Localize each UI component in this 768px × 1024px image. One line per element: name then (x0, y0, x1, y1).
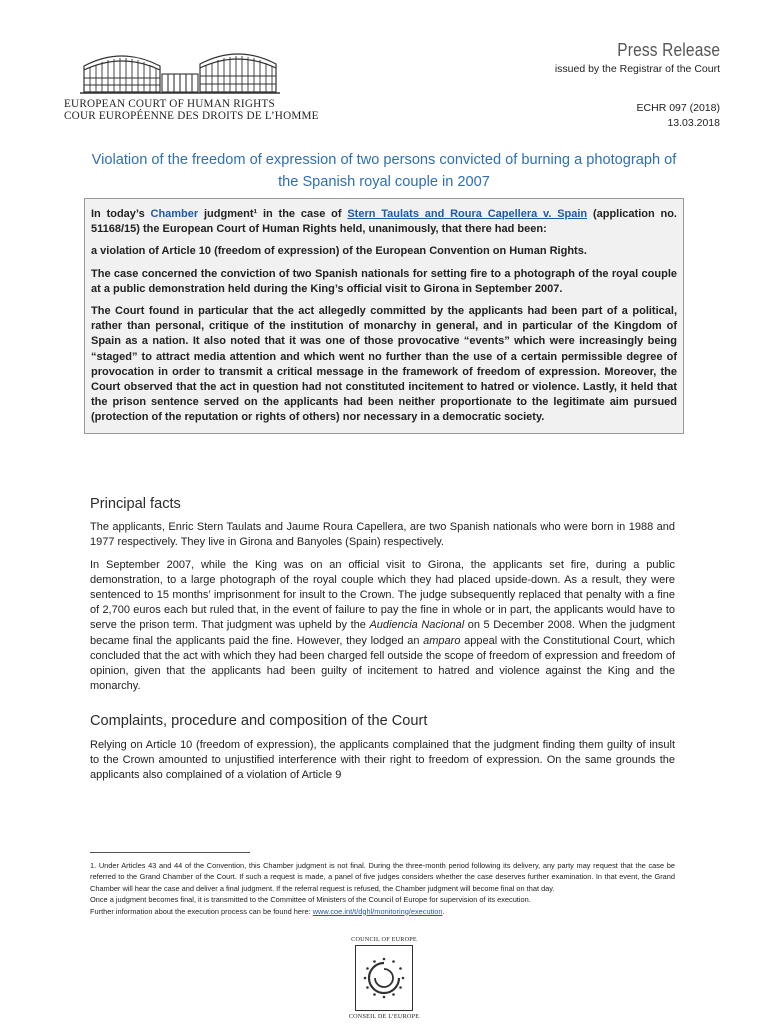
court-building-icon (80, 44, 280, 96)
case-link[interactable]: Stern Taulats and Roura Capellera v. Spain (347, 208, 588, 220)
footnote-divider (90, 852, 250, 853)
complaints-heading: Complaints, procedure and composition of the Court (90, 713, 428, 730)
footnote (90, 860, 675, 917)
coe-name-fr: CONSEIL DE L’EUROPE (348, 1013, 420, 1020)
facts-paragraph: The applicants, Enric Stern Taulats and Jaume Roura Capellera, are two Spanish nationals who were born in 1988 and 1977 respectively. They live in Girona and Banyoles (Spain) respectively. (90, 521, 675, 549)
facts-italic: Audiencia Nacional (369, 619, 465, 632)
facts-text: appeal with the Constitutional Court, which concluded that the act with which they had been charged fell outside the scope of freedom of expression and freedom of opinion, given that the applicants had been guilty of incitement to hatred and violence against the King and the monarchy. (90, 634, 676, 693)
summary-case: The case concerned the conviction of two Spanish nationals for setting fire to a photograph of the royal couple at a public demonstration held during the King’s official visit to Girona in September 2007. (91, 267, 677, 295)
facts-text: In September 2007, while the King was on an official visit to Girona, the applicants set fire, during a public demonstration, to a large photograph of the royal couple which they had placed upside-down. As a result, they were sentenced to 15 months’ imprisonment for insult to the Crown. The judge subsequently replaced that penalty with a fine of 2,700 euros each but ruled that, in the event of failure to pay the fine in whole or in part, the applicants would have to serve the prison term. That judgment was upheld by the (90, 558, 675, 632)
footnote-span: . (442, 906, 445, 916)
complaints-paragraph: Relying on Article 10 (freedom of expression), the applicants complained that the judgment finding them guilty of insult to the Crown amounted to unjustified interference with their right to freedom of expression. On the same grounds the applicants also complained of a violation of Article 9 (90, 738, 675, 782)
coe-stars-icon (361, 955, 407, 1001)
facts-paragraph (90, 558, 675, 695)
summary-text: of the European Convention on Human Rights. (339, 245, 587, 258)
summary-text: (application no. 51168/15) the European Court of Human Rights held, unanimously, that there had been: (91, 208, 677, 236)
footnote-text: Once a judgment becomes final, it is transmitted to the Committee of Ministers of the Council of Europe for supervision of its execution. (90, 895, 531, 905)
execution-link[interactable]: www.coe.int/t/dghl/monitoring/execution (312, 906, 443, 916)
summary-intro (91, 207, 677, 237)
facts-heading: Principal facts (90, 496, 181, 512)
reference-block (637, 101, 720, 131)
footnote-text (90, 906, 675, 917)
court-name-en: EUROPEAN COURT OF HUMAN RIGHTS (64, 98, 275, 110)
coe-name-en: COUNCIL OF EUROPE (351, 936, 417, 943)
press-release-header (555, 40, 720, 75)
footnote-span: Further information about the execution process can be found here: (90, 906, 313, 916)
summary-text: judgment¹ in the case of (198, 208, 348, 220)
violation-finding: a violation of Article 10 (freedom of expression) (91, 245, 340, 258)
main-content (90, 497, 675, 790)
summary-finding (91, 244, 677, 259)
press-release-subtitle: issued by the Registrar of the Court (554, 63, 720, 75)
facts-text: on 5 December 2008. When the judgment became final the applicants paid the fine. However, they lodged an (90, 619, 676, 647)
court-name-fr: COUR EUROPÉENNE DES DROITS DE L’HOMME (64, 110, 319, 122)
council-of-europe-logo (340, 936, 428, 1020)
summary-text: In today’s (91, 208, 151, 220)
headline: Violation of the freedom of expression of two persons convicted of burning a photograph of the Spanish royal couple in 2007 (91, 152, 677, 190)
reference-number: ECHR 097 (2018) (636, 102, 720, 114)
summary-box (84, 198, 684, 434)
facts-italic: amparo (423, 634, 461, 647)
court-logo (64, 44, 319, 122)
press-release-title: Press Release (617, 40, 720, 60)
release-date: 13.03.2018 (667, 117, 720, 129)
footnote-text: 1. Under Articles 43 and 44 of the Convention, this Chamber judgment is not final. During the three-month period following its delivery, any party may request that the case be referred to the Grand Chamber of the Court. If such a request is made, a panel of five judges considers whether the case deserves further examination. In that event, the Grand Chamber will hear the case and deliver a final judgment. If the referral request is refused, the Chamber judgment will become final on that day. (90, 861, 675, 893)
chamber-term: Chamber (150, 208, 199, 220)
summary-reasoning: The Court found in particular that the act allegedly committed by the applicants had been part of a political, rather than personal, critique of the institution of monarchy in general, and in particular of the Kingdom of Spain as a nation. It also noted that it was one of those provocative “events” which were increasingly being “staged” to attract media attention and which went no further than the use of a certain permissible degree of provocation in order to transmit a critical message in the framework of freedom of expression. Moreover, the Court observed that the act in question had not constituted incitement to hatred or violence. Lastly, it held that the prison sentence served on the applicants had been neither proportionate to the legitimate aim pursued (protection of the reputation or rights of others) nor necessary in a democratic society. (91, 305, 677, 424)
coe-emblem (355, 945, 413, 1011)
